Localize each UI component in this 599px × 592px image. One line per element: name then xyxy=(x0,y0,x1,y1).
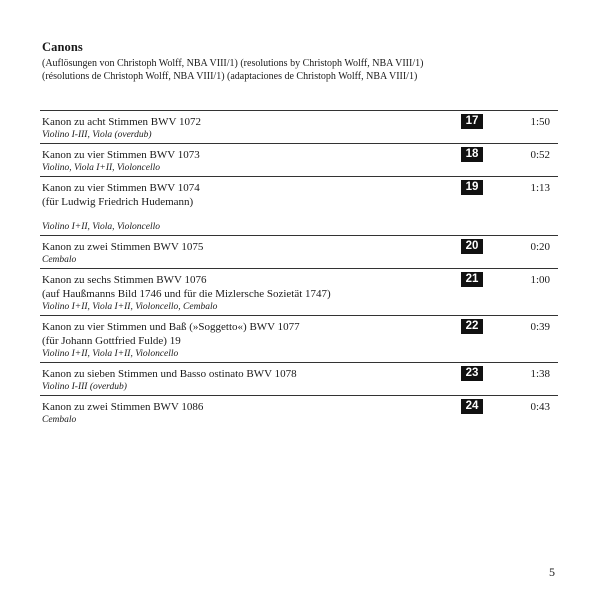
track-title: Kanon zu zwei Stimmen BWV 1086 xyxy=(42,401,204,413)
section-title: Canons xyxy=(42,40,83,54)
track-duration: 1:38 xyxy=(530,368,550,380)
track-number-badge: 19 xyxy=(461,180,483,195)
track-duration: 1:13 xyxy=(530,182,550,194)
track-list xyxy=(40,110,558,428)
track-instruments: Violino I+II, Viola, Violoncello xyxy=(42,222,161,232)
track-number-badge: 20 xyxy=(461,239,483,254)
track-subtitle: (für Ludwig Friedrich Hudemann) xyxy=(42,196,194,208)
track-duration: 0:20 xyxy=(530,241,550,253)
track-row xyxy=(40,176,558,235)
track-number-badge: 22 xyxy=(461,319,483,334)
track-row xyxy=(40,268,558,315)
track-duration: 1:50 xyxy=(530,116,550,128)
track-duration: 0:52 xyxy=(530,149,550,161)
track-row xyxy=(40,395,558,428)
track-title: Kanon zu vier Stimmen BWV 1073 xyxy=(42,149,200,161)
credits-line-1: (Auflösungen von Christoph Wolff, NBA VIII/1) (resolutions by Christoph Wolff, NBA VIII/1) xyxy=(42,58,424,69)
track-duration: 0:43 xyxy=(530,401,550,413)
track-number-badge: 23 xyxy=(461,366,483,381)
track-title: Kanon zu vier Stimmen BWV 1074 xyxy=(42,182,200,194)
track-instruments: Violino I+II, Viola I+II, Violoncello xyxy=(42,349,179,359)
track-duration: 0:39 xyxy=(530,321,550,333)
track-number-badge: 17 xyxy=(461,114,483,129)
credits-line-2: (résolutions de Christoph Wolff, NBA VIII/1) (adaptaciones de Christoph Wolff, NBA VIII/1) xyxy=(42,71,418,82)
section-header xyxy=(42,40,562,83)
track-number-badge: 21 xyxy=(461,272,483,287)
track-row xyxy=(40,362,558,395)
track-row xyxy=(40,110,558,143)
track-instruments: Cembalo xyxy=(42,255,77,265)
track-instruments: Cembalo xyxy=(42,415,77,425)
track-row xyxy=(40,315,558,362)
track-title: Kanon zu acht Stimmen BWV 1072 xyxy=(42,116,201,128)
track-title: Kanon zu vier Stimmen und Baß (»Soggetto«) BWV 1077 xyxy=(42,321,300,333)
track-instruments: Violino I-III, Viola (overdub) xyxy=(42,130,152,140)
track-instruments: Violino, Viola I+II, Violoncello xyxy=(42,163,161,173)
track-subtitle: (für Johann Gottfried Fulde) 19 xyxy=(42,335,181,347)
track-title: Kanon zu zwei Stimmen BWV 1075 xyxy=(42,241,204,253)
track-instruments: Violino I-III (overdub) xyxy=(42,382,127,392)
track-row xyxy=(40,143,558,176)
track-title: Kanon zu sechs Stimmen BWV 1076 xyxy=(42,274,207,286)
track-row xyxy=(40,235,558,268)
track-instruments: Violino I+II, Viola I+II, Violoncello, Cembalo xyxy=(42,302,218,312)
track-duration: 1:00 xyxy=(530,274,550,286)
track-subtitle: (auf Haußmanns Bild 1746 und für die Mizlersche Sozietät 1747) xyxy=(42,288,331,300)
track-title: Kanon zu sieben Stimmen und Basso ostinato BWV 1078 xyxy=(42,368,297,380)
track-number-badge: 18 xyxy=(461,147,483,162)
page-number: 5 xyxy=(549,565,555,579)
track-number-badge: 24 xyxy=(461,399,483,414)
